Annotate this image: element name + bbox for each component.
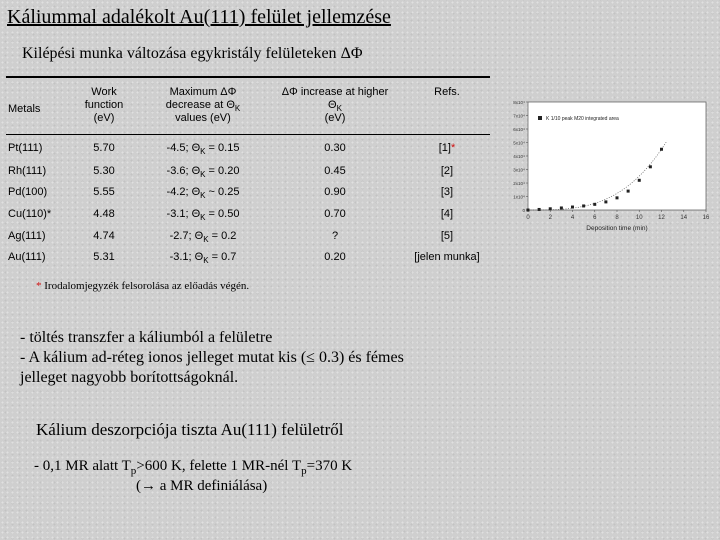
mr-definition-note: (→ a MR definiálása): [136, 478, 268, 494]
summary-paragraph: [20, 328, 470, 388]
arrow-icon: →: [141, 478, 156, 494]
cell-work-function: 5.30: [93, 165, 115, 177]
cell-ref: [5]: [440, 230, 454, 242]
y-tick-label: 7x10⁴: [513, 113, 525, 119]
summary-line-3: jelleget nagyobb borítottságoknál.: [20, 369, 239, 386]
data-point: [582, 204, 585, 207]
cell-ref: [1]*: [438, 142, 456, 154]
x-tick-label: 2: [548, 215, 552, 221]
cell-work-function: 4.74: [93, 230, 115, 242]
data-point: [560, 206, 563, 209]
summary-line-1: - töltés transzfer a káliumból a felületre: [20, 329, 273, 346]
cell-work-function: 4.48: [93, 208, 115, 220]
cell-work-function: 5.31: [93, 251, 115, 263]
cell-metal: Au(111): [8, 251, 46, 263]
cell-max-decrease: -4.5; $\Theta_K = 0.15$: [166, 142, 240, 156]
cell-ref: [3]: [440, 186, 454, 198]
y-tick-label: 6x10⁴: [513, 127, 525, 132]
x-tick-label: 12: [658, 215, 665, 221]
header-metals: Metals: [8, 103, 41, 115]
y-tick-label: 3x10⁴: [513, 167, 525, 173]
x-tick-label: 16: [702, 215, 710, 221]
y-tick-label: 1x10⁴: [513, 194, 525, 200]
desorption-bullet: - 0,1 MR alatt $T_p>600$ K, felette 1 MR-nél $T_p=370$ K: [34, 458, 353, 477]
table-top-rule: [6, 76, 490, 78]
legend-label: K 1/10 peak M20 integrated area: [546, 116, 619, 122]
header-increase: ΔΦ increase at higher $\Theta_K$ (eV): [281, 86, 389, 124]
summary-line-2: - A kálium ad-réteg ionos jelleget mutat kis (≤ 0.3) és fémes: [20, 349, 404, 366]
x-tick-label: 10: [635, 215, 643, 221]
y-tick-label: 5x10⁴: [513, 140, 525, 146]
cell-increase: 0.20: [324, 251, 346, 263]
cell-max-decrease: -3.1; $\Theta_K = 0.50$: [166, 208, 240, 222]
cell-max-decrease: -3.1; $\Theta_K = 0.7$: [169, 251, 237, 265]
data-point: [616, 196, 619, 199]
x-tick-label: 14: [680, 215, 688, 221]
data-point: [627, 190, 630, 193]
cell-work-function: 5.55: [93, 186, 115, 198]
header-work-function: Work function (eV): [84, 86, 124, 124]
cell-max-decrease: -2.7; $\Theta_K = 0.2$: [169, 230, 237, 244]
cell-work-function: 5.70: [93, 142, 115, 154]
data-point: [660, 148, 663, 151]
legend-marker: [538, 116, 542, 120]
subtitle-text: Kilépési munka változása egykristály felületeken: [22, 45, 341, 62]
cell-ref: [2]: [440, 165, 454, 177]
subtitle: [22, 45, 363, 63]
data-point: [638, 179, 641, 182]
cell-metal: Ag(111): [8, 230, 46, 242]
data-point: [527, 209, 530, 212]
table-header-rule: [6, 134, 490, 135]
x-tick-label: 0: [526, 215, 530, 221]
data-point: [549, 207, 552, 210]
cell-metal: Cu(110)*: [8, 208, 52, 220]
y-tick-label: 0: [522, 208, 525, 213]
header-max-decrease: Maximum ΔΦ decrease at $\Theta_K$ values (eV): [165, 86, 241, 124]
data-point: [593, 203, 596, 206]
cell-metal: Pt(111): [8, 142, 43, 154]
cell-max-decrease: -3.6; $\Theta_K = 0.20$: [166, 165, 240, 179]
cell-increase: 0.70: [324, 208, 346, 220]
cell-metal: Pd(100): [8, 186, 48, 198]
x-tick-label: 6: [593, 215, 597, 221]
y-tick-label: 4x10⁴: [513, 154, 525, 159]
x-tick-label: 4: [570, 215, 575, 221]
footnote: [36, 280, 249, 292]
data-point: [604, 200, 607, 203]
cell-metal: Rh(111): [8, 165, 47, 177]
section-title-desorption: Kálium deszorpciója tiszta Au(111) felületről: [36, 420, 344, 439]
cell-max-decrease: -4.2; $\Theta_K$ ~ 0.25: [166, 186, 240, 200]
cell-ref: [jelen munka]: [414, 251, 480, 263]
footnote-text: Irodalomjegyzék felsorolása az előadás végén.: [41, 280, 250, 292]
header-refs: Refs.: [434, 86, 460, 98]
delta-phi-symbol: ΔΦ: [340, 45, 363, 62]
deposition-chart: [506, 96, 712, 236]
page-title: Káliummal adalékolt Au(111) felület jellemzése: [7, 6, 391, 28]
cell-increase: 0.45: [324, 165, 346, 177]
data-point: [649, 165, 652, 168]
cell-increase: ?: [331, 230, 339, 242]
cell-increase: 0.30: [324, 142, 346, 154]
data-point: [571, 206, 574, 209]
y-tick-label: 2x10⁴: [513, 181, 525, 186]
x-tick-label: 8: [615, 215, 619, 221]
cell-increase: 0.90: [324, 186, 346, 198]
x-axis-label: Deposition time (min): [586, 225, 648, 232]
data-point: [538, 208, 541, 211]
footnote-mark: *: [36, 280, 42, 292]
y-tick-label: 8x10⁴: [513, 100, 525, 105]
cell-ref: [4]: [440, 208, 454, 220]
